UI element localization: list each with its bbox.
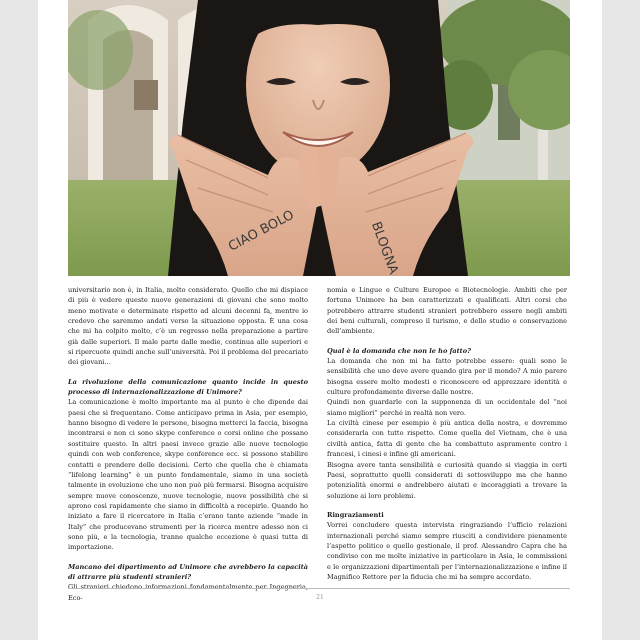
paragraph: La civiltà cinese per esempio è più antica della nostra, e dovremmo considerarla con tutto rispetto. Come quella del Vietnam, che è una civiltà antica, fatta di gente che ha combattuto aspramente contro i francesi, i cinesi e infine gli americani. [327, 419, 567, 459]
page-number: 21 [316, 594, 324, 601]
paragraph: Vorrei concludere questa intervista ringraziando l’ufficio relazioni internazionali perché siamo sempre riusciti a condividere pienamente l’aspetto politico e quello gestionale, il prof. Alessandro Capra che ha condiviso con me molte iniziative in particolare in Asia, le commissioni e le organizzazioni dipartimentali per l’internazionalizzazione e infine il Magnifico Rettore per la fiducia che mi ha sempre accordato. [327, 521, 567, 581]
section-heading: Ringraziamenti [327, 510, 384, 519]
hand-writing-right: BLOGNA [368, 219, 401, 276]
interview-question: Mancano dei dipartimento ad Unimore che avrebbero la capacità di attrarre più studenti stranieri? [68, 562, 308, 581]
interview-question: La rivoluzione della comunicazione quanto incide in questo processo di internazionalizzazione di Unimore? [68, 377, 308, 397]
portrait-photo [68, 0, 570, 276]
interview-question: Qual è la domanda che non le ho fatto? [327, 346, 471, 355]
paragraph: nomia e Lingue e Culture Europee e Biotecnologie. Ambiti che per fortuna Unimore ha ben caratterizzati e qualificati. Altri corsi che potrebbero attrarre studenti stranieri potrebbero essere negli ambiti dei beni culturali, compreso il turismo, e dello studio e conservazione dell’ambiente. [327, 286, 567, 336]
paragraph: universitario non è, in Italia, molto considerato. Quello che mi dispiace di più è vedere queste nuove generazioni di giovani che sono molto meno motivate e determinate rispetto ad alcuni decenni fa, mentre io credevo che saremmo andati verso la situazione opposta. È una cosa che mi ha colpito molto, c’è un regresso nella preparazione a partire già dalle superiori. Il male parte dalle medie, continua alle superiori e si ripercuote quindi anche sull’università. Poi il problema del precariato dei giovani… [68, 286, 308, 367]
right-text-column [327, 285, 567, 582]
paragraph: Gli stranieri chiedono informazioni fondamentalmente per Ingegneria, Eco- [68, 583, 308, 602]
hand-writing-left: CIAO BOLO [226, 207, 297, 255]
paragraph: Quindi non guardarle con la supponenza di un occidentale del “noi siamo migliori” perché in realtà non vero. [327, 398, 567, 417]
paragraph: Bisogna avere tanta sensibilità e curiosità quando si viaggia in certi Paesi, soprattutto quelli considerati di sottosviluppo ma che hanno potenzialità enormi e andrebbero aiutati e incoraggiati a trovare la soluzione ai loro problemi. [327, 460, 567, 500]
footer-divider [68, 588, 570, 589]
left-text-column [68, 285, 308, 603]
paragraph: La domanda che non mi ha fatto potrebbe essere: quali sono le sensibilità che uno deve avere quando gira per il mondo? A mio parere bisogna essere molto modesti e riconoscere ed apprezzare identità e culture profondamente diverse dalle nostre. [327, 357, 567, 397]
magazine-page [38, 0, 602, 640]
paragraph: La comunicazione è molto importante ma al punto è che dipende dai paesi che si frequentano. Come anticipavo prima in Asia, per esempio, hanno bisogno di vedere le persone, bisogna metterci la faccia, bisogna incontrarsi e non ci sono skype conference o corsi online che possano sostituire questo. In altri paesi invece grazie alle nuove tecnologie quindi con web conference, skype conference ecc. si possono stabilire contatti e prendere delle decisioni. Certo che quella che è chiamata “lifelong learning” è un punto fondamentale, siamo in una società talmente in evoluzione che uno non può più fermarsi. Bisogna acquisire sempre nuove conoscenze, nuove tecnologie, nuove possibilità che si aprono così rapidamente che siamo in difficoltà a recepirle. Quando ho iniziato a fare il ricercatore in Italia c’erano tante aziende “made in Italy” che producevano strumenti per la ricerca mentre adesso non ci sono più, e la tecnologia, tranne qualche eccezione è quasi tutta di importazione. [68, 398, 308, 552]
